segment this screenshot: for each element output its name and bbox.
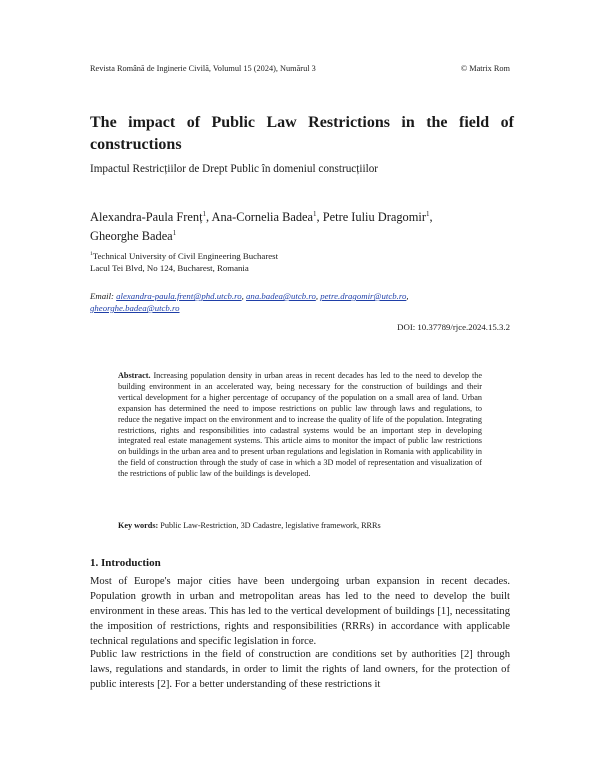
abstract-text: Increasing population density in urban areas in recent decades has led to the need to develop the building environment in an accelerated way, being necessary for the construction of buildings and their vertical development for a higher percentage of occupancy of the population on a small area of land. Urban expansion has determined the need to impose restrictions on public law through laws and regulations, to reduce the negative impact on the environment and to increase the quality of life of the population. Integrating restrictions, rights and responsibilities into cadastral systems would be an important step in developing integrated real estate management systems. This article aims to monitor the impact of public law restrictions on buildings in the urban area and to present urban regulations and legislation in Romania with applicability in the field of construction through the study of case in which a 3D model of representation and visualization of the restrictions of public law of the buildings is developed. (118, 371, 483, 479)
author-name: Gheorghe Badea (90, 229, 173, 243)
keywords-text: Public Law-Restriction, 3D Cadastre, legislative framework, RRRs (160, 521, 381, 530)
journal-name: Revista Română de Inginerie Civilă, Volumul 15 (2024), Numărul 3 (90, 64, 316, 73)
author-affiliation-mark: 1 (425, 210, 430, 218)
email-block: Email: alexandra-paula.frent@phd.utcb.ro, ana.badea@utcb.ro, petre.dragomir@utcb.ro, gheorghe.badea@utcb.ro (90, 291, 409, 313)
body-paragraph: Public law restrictions in the field of construction are conditions set by authorities [2] through laws, regulations and standards, in order to limit the rights of land owners, for the protection of public interests [2]. For a better understanding of these restrictions it (90, 649, 510, 690)
author-affiliation-mark: 1 (313, 210, 317, 218)
author-separator: , (206, 210, 212, 224)
email-link[interactable]: ana.badea@utcb.ro (246, 291, 316, 301)
author-affiliation-mark: 1 (172, 229, 177, 237)
affiliation-address: Lacul Tei Blvd, No 124, Bucharest, Romania (90, 263, 249, 273)
abstract (118, 371, 482, 480)
affiliation-mark: 1 (90, 251, 93, 257)
author-name: Ana-Cornelia Badea (211, 210, 314, 224)
paper-title: The impact of Public Law Restrictions in the field of constructions (90, 114, 514, 153)
affiliation-institution: Technical University of Civil Engineering Bucharest (92, 251, 279, 261)
author-separator: , (316, 210, 323, 224)
doi: DOI: 10.37789/rjce.2024.15.3.2 (397, 322, 510, 332)
email-link[interactable]: petre.dragomir@utcb.ro (320, 291, 407, 301)
author-list (90, 208, 514, 246)
keywords-label: Key words: (118, 521, 159, 530)
email-label: Email: (90, 291, 114, 301)
affiliation (90, 250, 510, 274)
running-head (90, 64, 510, 73)
email-link[interactable]: alexandra-paula.frent@phd.utcb.ro (116, 291, 242, 301)
author-name: Petre Iuliu Dragomir (322, 210, 426, 224)
body-paragraph: Most of Europe's major cities have been undergoing urban expansion in recent decades. Population growth in urban and metropolitan areas has led to the need to develop the built environment in these areas. This has led to the vertical development of buildings [1], necessitating the imposition of restrictions, rights and responsibilities (RRRs) in accordance with applicable technical regulations and specific legislation in force. (90, 576, 510, 647)
section-heading: 1. Introduction (90, 557, 161, 569)
abstract-label: Abstract. (118, 371, 151, 380)
email-link[interactable]: gheorghe.badea@utcb.ro (90, 303, 180, 313)
author-affiliation-mark: 1 (202, 210, 207, 218)
keywords (118, 521, 482, 530)
author-separator: , (429, 210, 433, 224)
paper-subtitle: Impactul Restricțiilor de Drept Public în domeniul construcțiilor (90, 163, 379, 175)
author-name: Alexandra-Paula Frenț (90, 210, 203, 224)
copyright-notice: © Matrix Rom (460, 64, 510, 73)
